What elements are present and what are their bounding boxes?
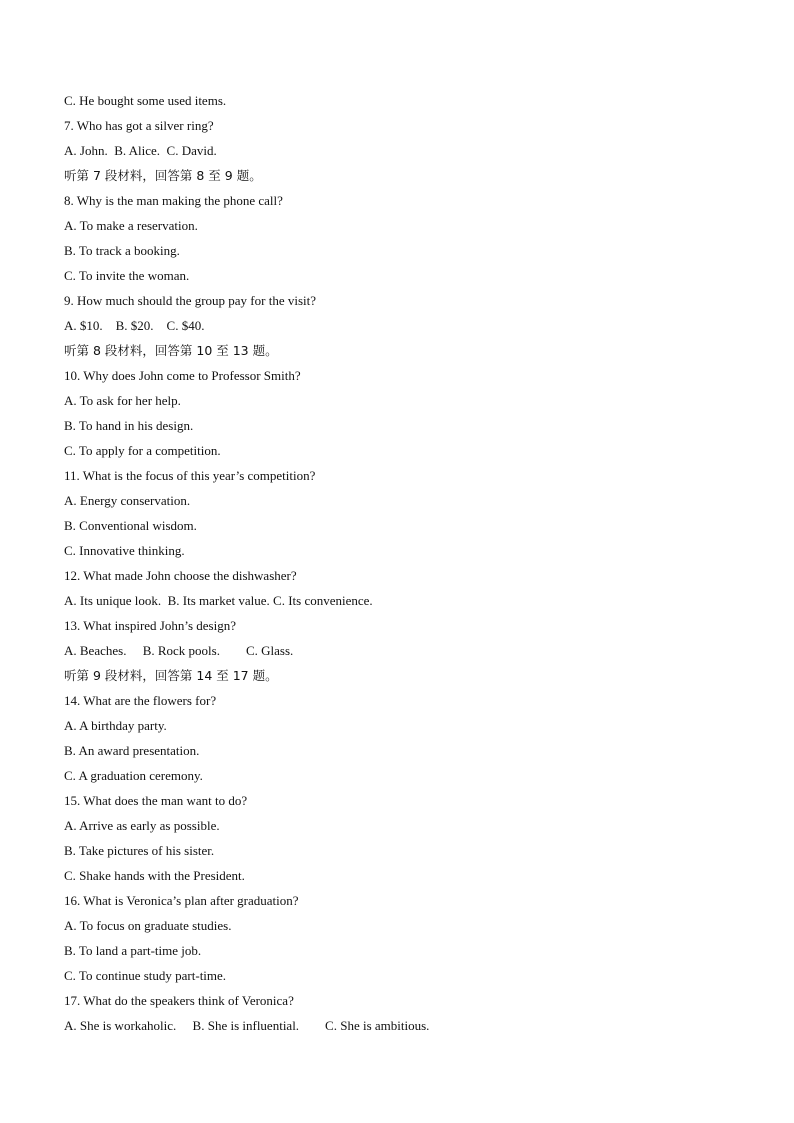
answer-options-line: C. He bought some used items. [64,93,227,108]
answer-options-line: A. $10. B. $20. C. $40. [64,318,205,333]
answer-options-line: B. An award presentation. [64,743,200,758]
question-line: 9. How much should the group pay for the visit? [64,293,317,308]
answer-options-line: A. To focus on graduate studies. [64,918,232,933]
answer-options-line: C. A graduation ceremony. [64,768,203,783]
answer-options-line: A. Beaches. B. Rock pools. C. Glass. [64,643,294,658]
question-line: 17. What do the speakers think of Veronica? [64,993,294,1008]
answer-options-line: A. To make a reservation. [64,218,198,233]
question-line: 15. What does the man want to do? [64,793,248,808]
question-line: 7. Who has got a silver ring? [64,118,214,133]
section-instruction: 听第 9 段材料，回答第 14 至 17 题。 [64,668,278,683]
answer-options-line: A. John. B. Alice. C. David. [64,143,217,158]
question-line: 16. What is Veronica’s plan after graduation? [64,893,299,908]
document-body [64,88,744,1038]
section-instruction: 听第 7 段材料，回答第 8 至 9 题。 [64,168,262,183]
question-line: 11. What is the focus of this year’s competition? [64,468,316,483]
question-line: 13. What inspired John’s design? [64,618,236,633]
answer-options-line: A. She is workaholic. B. She is influential. C. She is ambitious. [64,1018,430,1033]
answer-options-line: C. To continue study part-time. [64,968,227,983]
answer-options-line: A. A birthday party. [64,718,167,733]
answer-options-line: A. Arrive as early as possible. [64,818,220,833]
answer-options-line: A. Energy conservation. [64,493,191,508]
question-line: 8. Why is the man making the phone call? [64,193,283,208]
question-line: 10. Why does John come to Professor Smith? [64,368,301,383]
question-line: 12. What made John choose the dishwasher? [64,568,297,583]
answer-options-line: C. Innovative thinking. [64,543,185,558]
question-line: 14. What are the flowers for? [64,693,217,708]
answer-options-line: C. To invite the woman. [64,268,190,283]
answer-options-line: A. Its unique look. B. Its market value. C. Its convenience. [64,593,373,608]
answer-options-line: C. Shake hands with the President. [64,868,245,883]
answer-options-line: A. To ask for her help. [64,393,181,408]
answer-options-line: B. Take pictures of his sister. [64,843,215,858]
answer-options-line: B. To hand in his design. [64,418,194,433]
answer-options-line: B. Conventional wisdom. [64,518,197,533]
answer-options-line: B. To track a booking. [64,243,180,258]
section-instruction: 听第 8 段材料，回答第 10 至 13 题。 [64,343,278,358]
answer-options-line: C. To apply for a competition. [64,443,221,458]
answer-options-line: B. To land a part-time job. [64,943,202,958]
